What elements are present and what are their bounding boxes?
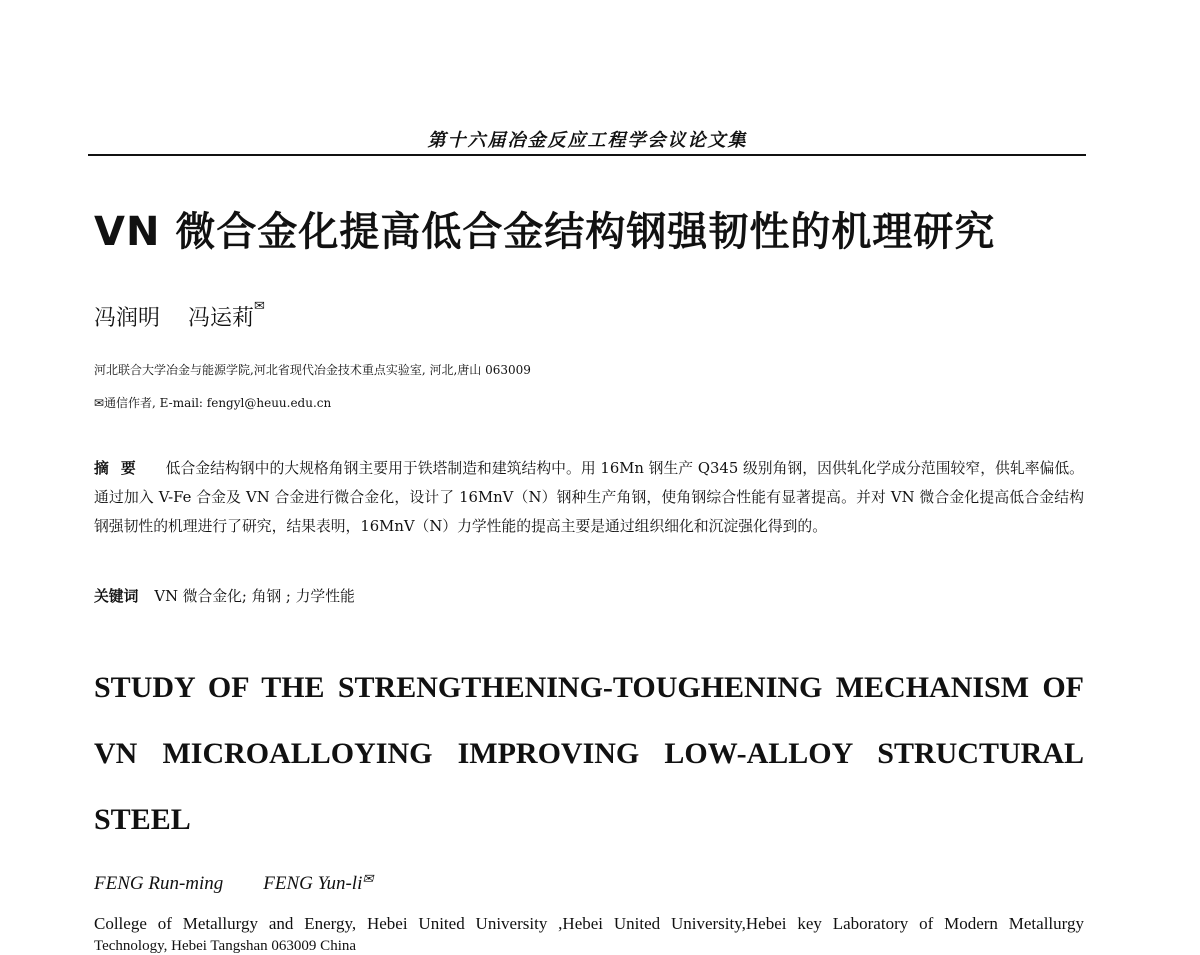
paper-title-english (94, 655, 1084, 853)
corresponding-author-email: ✉通信作者, E-mail: fengyl@heuu.edu.cn (94, 396, 332, 410)
keywords-label: 关键词 (94, 588, 139, 605)
title-en-line-2: VN MICROALLOYING IMPROVING LOW-ALLOY STRUCTURAL (94, 737, 1084, 770)
affiliation-english: College of Metallurgy and Energy, Hebei United University ,Hebei United University,Hebei key Laboratory of Modern Metallurgy (94, 914, 1084, 933)
abstract-chinese (94, 454, 1084, 541)
paper-title-chinese: VN 微合金化提高低合金结构钢强韧性的机理研究 (94, 209, 996, 255)
keywords-chinese (94, 585, 355, 606)
authors-english (94, 873, 373, 895)
author-1-english: FENG Run-ming (94, 873, 224, 894)
affiliation-chinese: 河北联合大学冶金与能源学院,河北省现代冶金技术重点实验室, 河北,唐山 063009 (94, 363, 531, 377)
title-en-line-3: STEEL (94, 803, 191, 836)
proceedings-header: 第十六届冶金反应工程学会议论文集 (427, 130, 748, 151)
keywords-text: VN 微合金化; 角钢 ; 力学性能 (154, 588, 355, 605)
header-rule (88, 154, 1086, 156)
envelope-icon: ✉ (254, 299, 265, 314)
abstract-text: 低合金结构钢中的大规格角钢主要用于铁塔制造和建筑结构中。用 16Mn 钢生产 Q345 级别角钢，因供轧化学成分范围较窄，供轧率偏低。通过加入 V-Fe 合金及 VN 合金进行微合金化，设计了 16MnV（N）钢种生产角钢，使角钢综合性能有显著提高。并对 VN 微合金化提高低合金结构钢强韧性的机理进行了研究，结果表明，16MnV（N）力学性能的提高主要是通过组织细化和沉淀强化得到的。 (94, 460, 1084, 535)
envelope-icon-english: ✉ (362, 871, 374, 886)
authors-chinese (94, 301, 265, 332)
affiliation-english-continued: Technology, Hebei Tangshan 063009 China (94, 938, 357, 954)
author-2-chinese: 冯运莉 (188, 306, 255, 331)
abstract-label: 摘要 (94, 460, 148, 477)
author-1-chinese: 冯润明 (94, 306, 161, 331)
title-en-line-1: STUDY OF THE STRENGTHENING-TOUGHENING MECHANISM OF (94, 671, 1084, 704)
author-2-english: FENG Yun-li (263, 873, 363, 894)
